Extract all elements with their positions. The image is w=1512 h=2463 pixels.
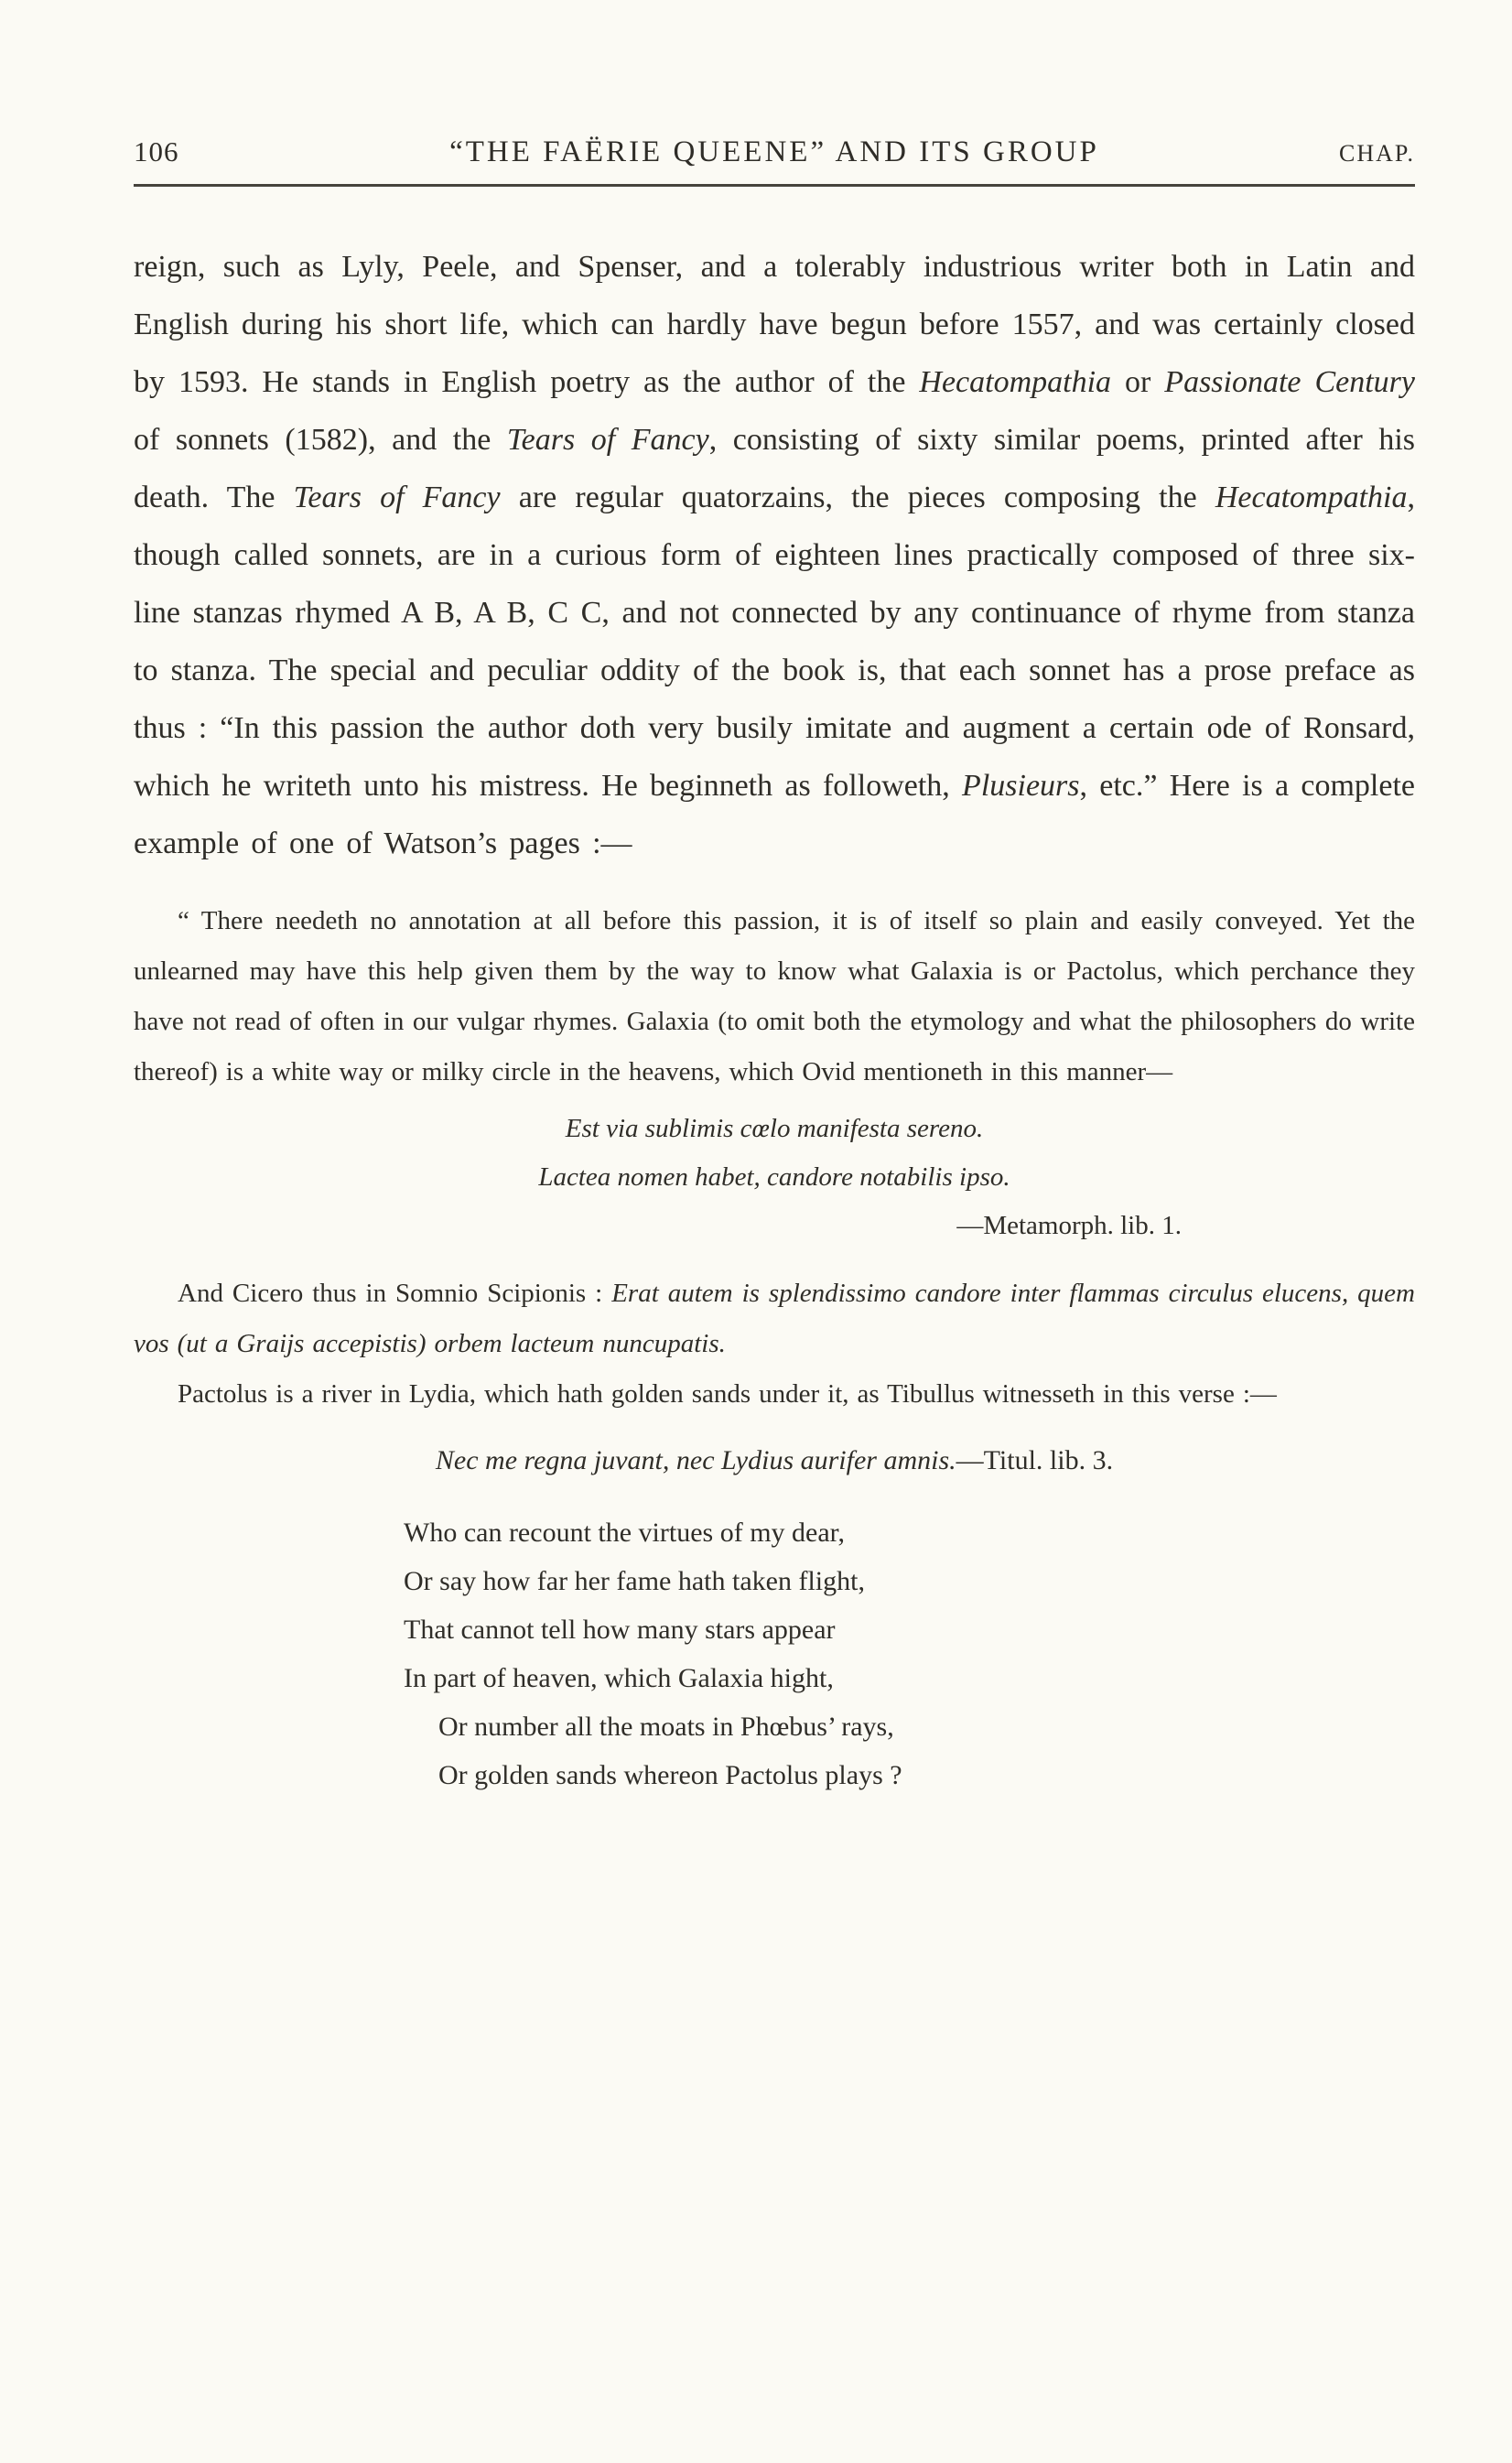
text-segment: of sonnets (1582), and the <box>134 423 507 457</box>
pactolus-paragraph <box>134 1369 1415 1420</box>
work-title-tears-of-fancy-2: Tears of Fancy <box>293 481 501 514</box>
header-rule <box>134 184 1415 187</box>
cicero-paragraph <box>134 1269 1415 1369</box>
work-title-tears-of-fancy: Tears of Fancy <box>506 423 709 457</box>
cicero-latin-quote: Erat autem is splendissimo candore inter flammas circulus elucens, quem vos (ut a Graijs accepistis) orbem lacteum nuncupatis. <box>134 1279 1415 1358</box>
pactolus-text: Pactolus is a river in Lydia, which hath golden sands under it, as Tibullus witnesseth in this verse :— <box>178 1379 1277 1409</box>
text-segment: , etc.” Here is a complete example of one of Watson’s pages :— <box>134 769 1415 860</box>
verse-line: Est via sublimis cœlo manifesta sereno. <box>565 1114 984 1143</box>
annotation-text: “ There needeth no annotation at all before this passion, it is of itself so plain and easily conveyed. Yet the unlearned may have this help given them by the way to know what Galaxia is or Pactolus, which perchance they have not read of often in our vulgar rhymes. Galaxia (to omit both the etymology and what the philosophers do write thereof) is a white way or milky circle in the heavens, which Ovid mentioneth in this manner— <box>134 906 1415 1086</box>
opening-paragraph <box>134 238 1415 872</box>
text-segment: , though called sonnets, are in a curious form of eighteen lines practically composed of three six-line stanzas rhymed A B, A B, C C, and not connected by any continuance of rhyme from stanza to stanza. The special and peculiar oddity of the book is, that each sonnet has a prose preface as thus : “In this passion the author doth very busily imitate and augment a certain ode of Ronsard, which he writeth unto his mistress. He beginneth as followeth, <box>134 481 1415 803</box>
text-segment: are regular quatorzains, the pieces composing the <box>500 481 1215 514</box>
work-title-passionate-century: Passionate Century <box>1164 365 1416 399</box>
verse-line: Or golden sands whereon Pactolus plays ? <box>438 1760 902 1790</box>
verse-attribution-metamorph: —Metamorph. lib. 1. <box>956 1211 1182 1240</box>
tibullus-latin-quote: Nec me regna juvant, nec Lydius aurifer amnis. <box>435 1445 956 1475</box>
text-segment: , consisting of sixty similar poems, printed after his death. The <box>134 423 1415 514</box>
english-verse <box>404 1508 1415 1799</box>
chapter-label: CHAP. <box>1339 140 1415 167</box>
folio-number: 106 <box>134 135 179 167</box>
verse-line: In part of heaven, which Galaxia hight, <box>404 1663 834 1693</box>
verse-line: That cannot tell how many stars appear <box>404 1615 836 1645</box>
verse-line: Or say how far her fame hath taken flight, <box>404 1566 865 1596</box>
annotation-paragraph <box>134 896 1415 1097</box>
text-segment: or <box>1111 365 1165 399</box>
cicero-lead-text: And Cicero thus in Somnio Scipionis : <box>178 1279 612 1308</box>
latin-verse-ovid <box>134 1105 1415 1250</box>
tibullus-verse-line <box>134 1436 1415 1485</box>
verse-line: Or number all the moats in Phœbus’ rays, <box>438 1712 894 1742</box>
page-header <box>134 135 1415 169</box>
verse-line: Lactea nomen habet, candore notabilis ipso. <box>538 1162 1010 1192</box>
verse-attribution-titul: —Titul. lib. 3. <box>956 1445 1114 1475</box>
verse-line: Who can recount the virtues of my dear, <box>404 1518 845 1548</box>
word-plusieurs: Plusieurs <box>962 769 1080 803</box>
text-segment: reign, such as Lyly, Peele, and Spenser, and a tolerably industrious writer both in Latin and English during his short life, which can hardly have begun before 1557, and was certainly closed by 1593. He stands in English poetry as the author of the <box>134 250 1415 399</box>
running-title: “THE FAËRIE QUEENE” AND ITS GROUP <box>449 135 1099 168</box>
work-title-hecatompathia: Hecatompathia <box>919 365 1112 399</box>
work-title-hecatompathia-2: Hecatompathia <box>1215 481 1408 514</box>
